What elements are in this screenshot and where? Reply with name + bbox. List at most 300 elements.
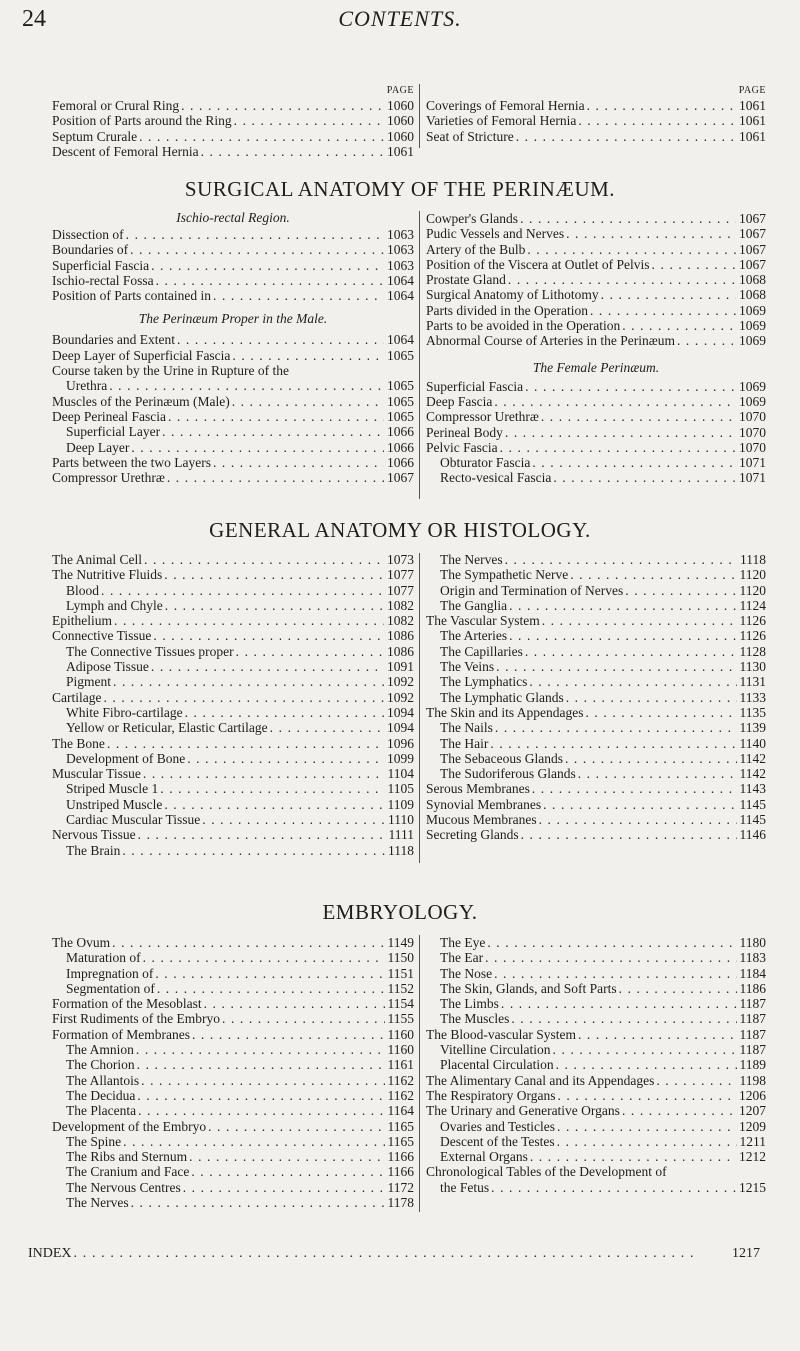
entry-page: 1166 xyxy=(387,1164,414,1180)
leader-dots xyxy=(126,227,384,242)
entry-title: Secreting Glands xyxy=(426,827,519,843)
entry-page: 1209 xyxy=(739,1118,766,1134)
toc-entry xyxy=(426,690,766,705)
toc-entry xyxy=(52,394,414,409)
entry-title: Pudic Vessels and Nerves xyxy=(426,226,565,242)
entry-page: 1160 xyxy=(387,1042,414,1058)
entry-page: 1187 xyxy=(739,1026,766,1042)
toc-entry xyxy=(52,424,414,439)
leader-dots xyxy=(141,1073,384,1088)
leader-dots xyxy=(677,333,736,348)
toc-entry xyxy=(426,1073,766,1088)
toc-entry xyxy=(426,318,766,333)
entry-title: The Spine xyxy=(66,1133,122,1149)
entry-title: Adipose Tissue xyxy=(66,659,149,675)
leader-dots xyxy=(505,425,736,440)
leader-dots xyxy=(109,378,384,393)
leader-dots xyxy=(204,996,385,1011)
leader-dots xyxy=(164,797,384,812)
entry-page: 1135 xyxy=(739,704,766,720)
entry-page: 1120 xyxy=(739,582,766,598)
entry-page: 1150 xyxy=(387,950,414,966)
toc-entry xyxy=(426,797,766,812)
leader-dots xyxy=(143,766,385,781)
toc-entry xyxy=(426,827,766,842)
entry-page: 1184 xyxy=(739,965,766,981)
toc-entry xyxy=(426,242,766,257)
entry-title: The Muscles xyxy=(440,1011,510,1027)
entry-page: 1063 xyxy=(387,242,414,258)
leader-dots xyxy=(107,736,384,751)
entry-page: 1183 xyxy=(739,950,766,966)
entry-page: 1063 xyxy=(387,227,414,242)
entry-title: Parts between the two Layers xyxy=(52,454,211,470)
entry-title: Pelvic Fascia xyxy=(426,439,498,455)
entry-title: The Allantois xyxy=(66,1072,140,1088)
toc-entry xyxy=(426,272,766,287)
leader-dots xyxy=(496,659,736,674)
toc-entry xyxy=(52,470,414,485)
toc-entry xyxy=(426,644,766,659)
leader-dots xyxy=(494,394,736,409)
leader-dots xyxy=(557,1088,736,1103)
leader-dots xyxy=(165,598,384,613)
leader-dots xyxy=(495,720,737,735)
toc-entry xyxy=(52,1134,414,1149)
entry-page: 1145 xyxy=(739,796,766,812)
entry-title: The Connective Tissues proper xyxy=(66,643,234,659)
entry-page: 1109 xyxy=(387,796,414,812)
leader-dots xyxy=(213,288,384,303)
entry-title: Dissection of xyxy=(52,227,124,242)
entry-title: The Hair xyxy=(440,735,489,751)
entry-title: The Veins xyxy=(440,659,495,675)
toc-entry xyxy=(426,98,766,113)
leader-dots xyxy=(587,98,736,113)
leader-dots xyxy=(578,1027,737,1042)
entry-title: Boundaries of xyxy=(52,242,129,258)
entry-page: 1092 xyxy=(387,674,414,690)
leader-dots xyxy=(222,1011,385,1026)
entry-page: 1164 xyxy=(387,1103,414,1119)
entry-page: 1146 xyxy=(739,827,766,843)
entry-title: The Urinary and Generative Organs xyxy=(426,1103,620,1119)
entry-page: 1082 xyxy=(387,597,414,613)
entry-page: 1126 xyxy=(739,613,766,629)
entry-title: Boundaries and Extent xyxy=(52,332,175,348)
leader-dots xyxy=(485,950,736,965)
entry-title: The Eye xyxy=(440,935,486,950)
entry-page: 1178 xyxy=(387,1195,414,1211)
entry-title: The Bone xyxy=(52,735,105,751)
toc-entry xyxy=(426,394,766,409)
entry-title: Connective Tissue xyxy=(52,628,152,644)
entry-title: The Vascular System xyxy=(426,613,540,629)
entry-page: 1094 xyxy=(387,704,414,720)
toc-entry xyxy=(52,966,414,981)
toc-entry xyxy=(426,1057,766,1072)
leader-dots xyxy=(578,766,737,781)
leader-dots xyxy=(167,470,384,485)
leader-dots xyxy=(236,644,384,659)
entry-title: The Placenta xyxy=(66,1103,137,1119)
leader-dots xyxy=(565,751,737,766)
leader-dots xyxy=(508,272,736,287)
toc-entry xyxy=(426,1149,766,1164)
leader-dots xyxy=(509,628,736,643)
entry-title: The Skin, Glands, and Soft Parts xyxy=(440,980,617,996)
entry-title: Ovaries and Testicles xyxy=(440,1118,556,1134)
entry-title: The Arteries xyxy=(440,628,508,644)
entry-page: 1139 xyxy=(739,720,766,736)
toc-entry xyxy=(52,378,414,393)
entry-page: 1094 xyxy=(387,720,414,736)
toc-entry xyxy=(426,781,766,796)
entry-page: 1061 xyxy=(387,143,414,159)
entry-page: 1211 xyxy=(739,1133,766,1149)
entry-title: Perineal Body xyxy=(426,424,503,440)
histology-left-column xyxy=(52,552,414,858)
leader-dots xyxy=(541,409,736,424)
toc-entry xyxy=(426,1027,766,1042)
leader-dots xyxy=(490,736,736,751)
page-label: PAGE xyxy=(386,85,414,96)
leader-dots xyxy=(208,1119,384,1134)
toc-entry xyxy=(52,242,414,257)
toc-entry xyxy=(52,552,414,567)
entry-title: The Nutritive Fluids xyxy=(52,567,163,583)
toc-entry xyxy=(426,935,766,950)
leader-dots xyxy=(191,1164,384,1179)
entry-title: The Sebaceous Glands xyxy=(440,750,563,766)
leader-dots xyxy=(136,1042,385,1057)
entry-page: 1118 xyxy=(388,842,414,858)
toc-entry xyxy=(52,567,414,582)
entry-title: Nervous Tissue xyxy=(52,827,136,843)
leader-dots xyxy=(553,1042,737,1057)
entry-page: 1105 xyxy=(387,781,414,797)
leader-dots xyxy=(189,1149,384,1164)
entry-title: The Ribs and Sternum xyxy=(66,1149,188,1165)
toc-entry xyxy=(52,258,414,273)
entry-title: The Sympathetic Nerve xyxy=(440,567,569,583)
subheading-ischio-rectal: Ischio-rectal Region. xyxy=(176,210,290,225)
entry-page: 1060 xyxy=(387,113,414,129)
toc-entry xyxy=(52,1149,414,1164)
toc-entry xyxy=(426,720,766,735)
entry-title: Descent of Femoral Hernia xyxy=(52,143,199,159)
entry-page: 1060 xyxy=(387,98,414,113)
leader-dots xyxy=(494,966,736,981)
toc-entry xyxy=(52,781,414,796)
perinaeum-right-column xyxy=(426,211,766,486)
leader-dots xyxy=(500,440,736,455)
toc-entry xyxy=(52,583,414,598)
entry-title: Deep Layer xyxy=(66,439,130,455)
toc-entry xyxy=(426,1011,766,1026)
entry-title: The Respiratory Organs xyxy=(426,1087,556,1103)
toc-entry xyxy=(52,227,414,242)
entry-page: 1151 xyxy=(387,965,414,981)
subheading-female-perinaeum: The Female Perinæum. xyxy=(532,359,660,375)
entry-page: 1207 xyxy=(739,1103,766,1119)
entry-page: 1064 xyxy=(387,332,414,348)
toc-entry xyxy=(426,736,766,751)
toc-entry xyxy=(426,674,766,689)
entry-title: Development of the Embryo xyxy=(52,1118,207,1134)
toc-entry xyxy=(52,440,414,455)
leader-dots xyxy=(509,598,736,613)
entry-title: The Capillaries xyxy=(440,643,523,659)
leader-dots xyxy=(556,1057,737,1072)
entry-page: 1133 xyxy=(739,689,766,705)
page-label: PAGE xyxy=(738,85,766,96)
entry-page: 1068 xyxy=(739,287,766,303)
entry-page: 1189 xyxy=(739,1057,766,1073)
entry-page: 1086 xyxy=(387,628,414,644)
toc-entry xyxy=(426,598,766,613)
entry-page: 1067 xyxy=(739,226,766,242)
toc-entry xyxy=(52,659,414,674)
entry-title: The Blood-vascular System xyxy=(426,1026,576,1042)
entry-page: 1104 xyxy=(387,766,414,782)
entry-title: The Sudoriferous Glands xyxy=(440,766,576,782)
leader-dots xyxy=(164,567,384,582)
leader-dots xyxy=(151,659,384,674)
entry-title: Striped Muscle 1 xyxy=(66,781,159,797)
toc-entry xyxy=(426,628,766,643)
entry-title: The Ovum xyxy=(52,935,111,950)
entry-page: 1130 xyxy=(739,659,766,675)
entry-title: The Brain xyxy=(66,842,121,858)
entry-title: Superficial Layer xyxy=(66,424,161,440)
entry-title: Formation of Membranes xyxy=(52,1026,190,1042)
histology-right-column xyxy=(426,552,766,843)
entry-page: 1165 xyxy=(387,1118,414,1134)
toc-entry xyxy=(52,598,414,613)
entry-page: 1166 xyxy=(387,1149,414,1165)
column-divider xyxy=(419,553,420,863)
entry-page: 1128 xyxy=(739,643,766,659)
entry-title: Femoral or Crural Ring xyxy=(52,98,180,113)
leader-dots xyxy=(144,552,384,567)
leader-dots xyxy=(143,950,385,965)
entry-title: Abnormal Course of Arteries in the Perinæum xyxy=(426,333,675,349)
entry-page: 1070 xyxy=(739,424,766,440)
leader-dots xyxy=(527,242,736,257)
entry-title: The Ganglia xyxy=(440,597,508,613)
entry-title: The Decidua xyxy=(66,1087,136,1103)
entry-page: 1061 xyxy=(739,113,766,129)
entry-title: the Fetus xyxy=(440,1179,490,1195)
leader-dots xyxy=(130,242,384,257)
leader-dots xyxy=(160,781,384,796)
leader-dots xyxy=(601,287,736,302)
entry-title: Impregnation of xyxy=(66,965,154,981)
entry-page: 1172 xyxy=(387,1179,414,1195)
toc-entry xyxy=(52,644,414,659)
entry-title: Epithelium xyxy=(52,613,112,629)
leader-dots xyxy=(213,455,384,470)
toc-entry xyxy=(426,659,766,674)
toc-entry xyxy=(426,1180,766,1195)
leader-dots xyxy=(114,613,384,628)
entry-page: 1120 xyxy=(739,567,766,583)
entry-page: 1065 xyxy=(387,378,414,394)
entry-page: 1096 xyxy=(387,735,414,751)
leader-dots xyxy=(138,1103,384,1118)
leader-dots xyxy=(232,394,384,409)
entry-title: Deep Layer of Superficial Fascia xyxy=(52,347,231,363)
entry-page: 1067 xyxy=(739,256,766,272)
toc-entry xyxy=(426,996,766,1011)
entry-page: 1152 xyxy=(387,980,414,996)
leader-dots xyxy=(525,379,736,394)
leader-dots xyxy=(192,1027,385,1042)
entry-page: 1160 xyxy=(387,1026,414,1042)
leader-dots xyxy=(155,966,384,981)
leader-dots xyxy=(652,257,736,272)
embryology-right-column xyxy=(426,935,766,1195)
leader-dots xyxy=(516,129,736,144)
entry-page: 1142 xyxy=(739,766,766,782)
entry-title: The Nervous Centres xyxy=(66,1179,181,1195)
entry-title: Development of Bone xyxy=(66,750,186,766)
toc-entry xyxy=(52,628,414,643)
leader-dots xyxy=(137,1057,385,1072)
entry-title: The Nails xyxy=(440,720,493,736)
entry-page: 1066 xyxy=(387,424,414,440)
entry-page: 1187 xyxy=(739,996,766,1012)
leader-dots xyxy=(511,1011,736,1026)
entry-title: Superficial Fascia xyxy=(52,257,150,273)
leader-dots xyxy=(187,751,384,766)
toc-entry xyxy=(52,273,414,288)
toc-entry xyxy=(426,129,766,144)
leader-dots xyxy=(131,1195,385,1210)
toc-entry xyxy=(426,226,766,241)
entry-title: Position of the Viscera at Outlet of Pelvis xyxy=(426,256,650,272)
toc-entry xyxy=(426,1119,766,1134)
entry-title: Pigment xyxy=(66,674,112,690)
toc-entry xyxy=(52,797,414,812)
toc-entry xyxy=(426,966,766,981)
toc-entry xyxy=(52,129,414,144)
toc-entry xyxy=(426,440,766,455)
toc-entry xyxy=(52,827,414,842)
column-divider xyxy=(419,84,420,148)
toc-entry xyxy=(52,1088,414,1103)
entry-page: 1086 xyxy=(387,643,414,659)
index-entry xyxy=(28,1246,760,1261)
leader-dots xyxy=(137,1088,384,1103)
toc-entry xyxy=(52,996,414,1011)
leader-dots xyxy=(525,644,737,659)
leader-dots xyxy=(201,144,384,159)
toc-entry xyxy=(52,1042,414,1057)
toc-entry xyxy=(52,720,414,735)
leader-dots xyxy=(557,1134,737,1149)
entry-page: 1068 xyxy=(739,272,766,288)
leader-dots xyxy=(491,1180,736,1195)
leader-dots xyxy=(505,552,737,567)
entry-page: 1212 xyxy=(739,1149,766,1165)
entry-title: Synovial Membranes xyxy=(426,796,542,812)
toc-entry xyxy=(52,751,414,766)
leader-dots xyxy=(101,583,384,598)
toc-entry xyxy=(426,257,766,272)
entry-page: 1154 xyxy=(387,996,414,1012)
entry-title: Muscular Tissue xyxy=(52,766,141,782)
entry-page: 1067 xyxy=(387,470,414,486)
toc-entry xyxy=(52,736,414,751)
section-title-embryology: EMBRYOLOGY. xyxy=(322,900,478,924)
toc-entry xyxy=(426,613,766,628)
embryology-left-column xyxy=(52,935,414,1210)
entry-page: 1069 xyxy=(739,393,766,409)
leader-dots xyxy=(123,1134,384,1149)
entry-page: 1082 xyxy=(387,613,414,629)
running-title: CONTENTS. xyxy=(338,6,462,31)
entry-title: Parts divided in the Operation xyxy=(426,302,588,318)
entry-page: 1180 xyxy=(739,935,766,950)
toc-entry xyxy=(426,981,766,996)
entry-page: 1140 xyxy=(739,735,766,751)
entry-title: Position of Parts contained in xyxy=(52,288,211,304)
entry-title: Artery of the Bulb xyxy=(426,241,526,257)
entry-page: 1118 xyxy=(740,552,766,567)
leader-dots xyxy=(183,1180,385,1195)
toc-entry xyxy=(426,950,766,965)
entry-title: The Ear xyxy=(440,950,484,966)
leader-dots xyxy=(162,424,384,439)
entry-title: Cowper's Glands xyxy=(426,211,519,226)
leader-dots xyxy=(622,318,736,333)
leader-dots xyxy=(542,613,737,628)
entry-title: The Lymphatic Glands xyxy=(440,689,564,705)
entry-page: 1217 xyxy=(732,1246,760,1261)
toc-entry xyxy=(28,1246,760,1261)
entry-title: Compressor Urethræ xyxy=(426,409,539,425)
toc-entry xyxy=(52,690,414,705)
entry-title: Cartilage xyxy=(52,689,102,705)
entry-page: 1069 xyxy=(739,333,766,349)
entry-title: Yellow or Reticular, Elastic Cartilage xyxy=(66,720,268,736)
leader-dots xyxy=(103,690,384,705)
entry-page: 1142 xyxy=(739,750,766,766)
entry-title: Prostate Gland xyxy=(426,272,506,288)
entry-title: Parts to be avoided in the Operation xyxy=(426,318,621,334)
page-number: 24 xyxy=(22,6,46,32)
leader-dots xyxy=(177,332,384,347)
toc-entry xyxy=(426,113,766,128)
toc-entry xyxy=(426,1103,766,1118)
toc-entry xyxy=(426,470,766,485)
toc-entry xyxy=(52,1195,414,1210)
entry-title: Unstriped Muscle xyxy=(66,796,163,812)
entry-page: 1071 xyxy=(739,470,766,486)
leader-dots xyxy=(153,628,384,643)
entry-title: Descent of the Testes xyxy=(440,1133,555,1149)
entry-title: Ischio-rectal Fossa xyxy=(52,272,154,288)
entry-title: The Skin and its Appendages xyxy=(426,704,584,720)
entry-title: Serous Membranes xyxy=(426,781,530,797)
entry-page: 1206 xyxy=(739,1087,766,1103)
leader-dots xyxy=(570,567,736,582)
toc-entry xyxy=(52,409,414,424)
entry-title: Origin and Termination of Nerves xyxy=(440,582,624,598)
toc-entry xyxy=(426,287,766,302)
